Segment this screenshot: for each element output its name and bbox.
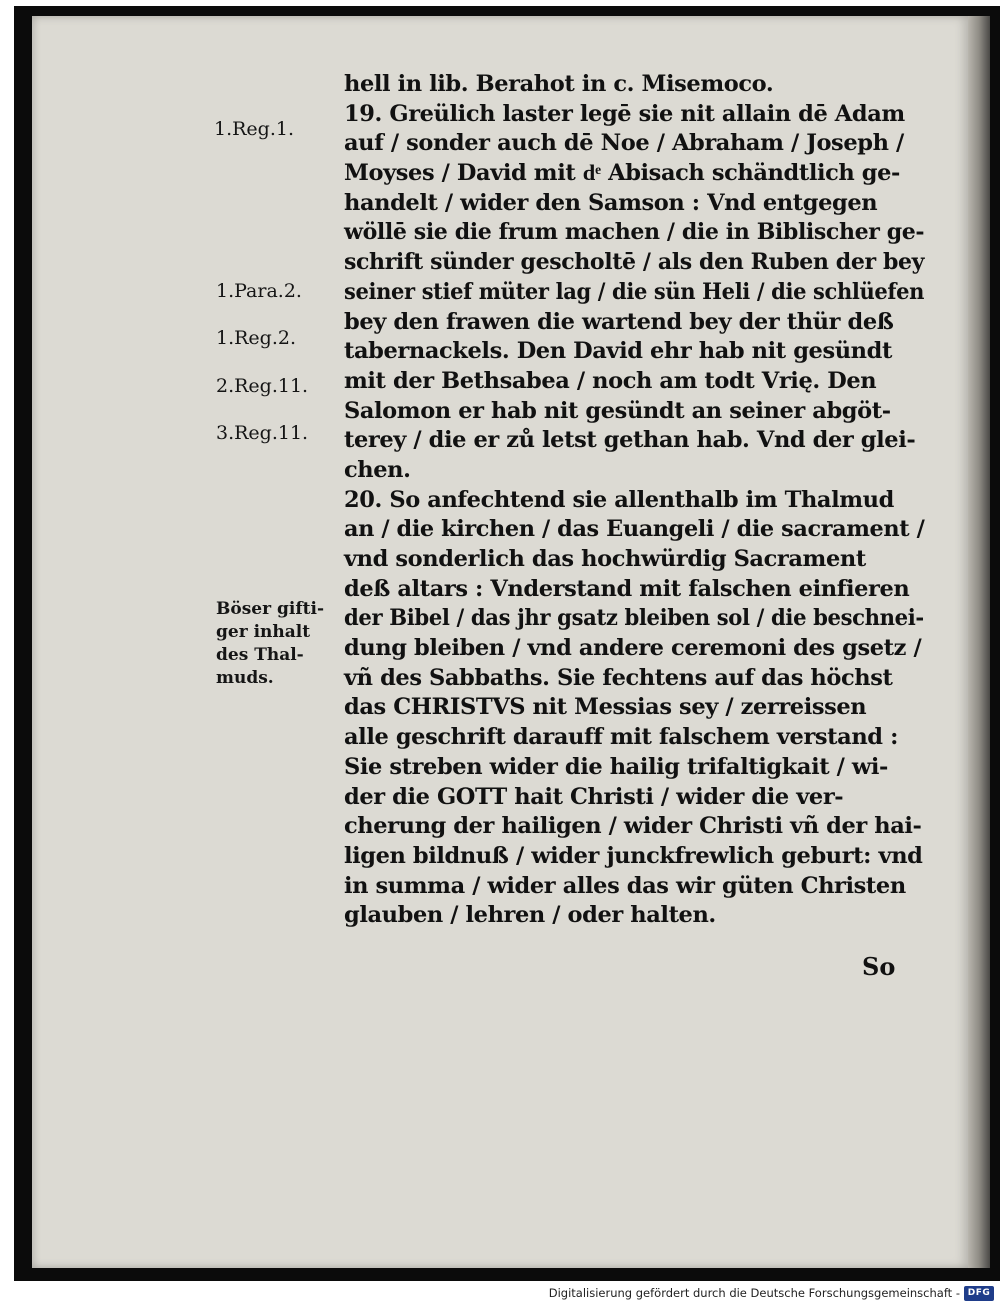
marginal-note-reg1: 1.Reg.1. <box>214 118 295 140</box>
text-line: hell in lib. Berahot in c. Misemoco. <box>344 71 774 97</box>
text-line: auf / sonder auch dē Noe / Abraham / Joseph / <box>344 130 904 157</box>
text-line: der die GOTT hait Christi / wider die ver- <box>344 783 844 810</box>
marginal-note-reg2: 2.Reg.11. <box>216 375 309 397</box>
marginal-block-line: muds. <box>216 668 274 688</box>
text-line: vñ des Sabbaths. Sie fechtens auf das höchst <box>344 664 893 691</box>
funding-notice: Digitalisierung gefördert durch die Deutsche Forschungsgemeinschaft - <box>548 1286 960 1300</box>
text-line: deß altars : Vnderstand mit falschen einfieren <box>344 575 910 602</box>
footer-bar <box>0 1283 1000 1305</box>
text-line: wöllē sie die frum machen / die in Biblischer ge- <box>344 219 925 246</box>
text-line: 19. Greülich laster legē sie nit allain dē Adam <box>344 100 905 127</box>
text-line: bey den frawen die wartend bey der thür deß <box>344 308 894 335</box>
text-line: glauben / lehren / oder halten. <box>344 902 716 929</box>
marginal-note-reg3: 3.Reg.11. <box>216 422 309 444</box>
marginal-note-block <box>216 598 324 690</box>
text-line: in summa / wider alles das wir güten Christen <box>344 872 906 899</box>
text-line: alle geschrift darauff mit falschem verstand : <box>344 724 898 751</box>
marginal-block-line: des Thal- <box>216 645 304 665</box>
text-line: schrift sünder gescholtē / als den Ruben der bey <box>344 249 925 276</box>
text-line: an / die kirchen / das Euangeli / die sacrament / <box>344 516 925 543</box>
text-line: chen. <box>344 456 411 483</box>
marginal-note-para2: 1.Para.2. <box>216 280 302 302</box>
marginal-note-reg1b: 1.Reg.2. <box>216 327 297 349</box>
text-line: Salomon er hab nit gesündt an seiner abgöt- <box>344 397 891 424</box>
text-line: der Bibel / das jhr gsatz bleiben sol / die beschnei- <box>344 605 924 632</box>
text-line: handelt / wider den Samson : Vnd entgegen <box>344 189 878 216</box>
text-line: dung bleiben / vnd andere ceremoni des gsetz / <box>344 635 922 662</box>
text-line: das CHRISTVS nit Messias sey / zerreissen <box>344 694 867 721</box>
text-line: terey / die er zů letst gethan hab. Vnd der glei- <box>344 427 916 454</box>
text-line: cherung der hailigen / wider Christi vñ der hai- <box>344 813 922 840</box>
text-line: vnd sonderlich das hochwürdig Sacrament <box>344 546 866 572</box>
text-line: 20. So anfechtend sie allenthalb im Thalmud <box>344 486 894 513</box>
text-line: Sie streben wider die hailig trifaltigkait / wi- <box>344 753 888 780</box>
text-line: mit der Bethsabea / noch am todt Vrię. Den <box>344 367 877 394</box>
text-line: seiner stief müter lag / die sün Heli / die schlüefen <box>344 278 925 305</box>
text-line: ligen bildnuß / wider junckfrewlich geburt: vnd <box>344 842 923 869</box>
marginal-block-line: ger inhalt <box>216 622 311 642</box>
main-text-block <box>344 70 924 931</box>
text-line: Moyses / David mit dͤ Abisach schändtlich ge- <box>344 160 900 187</box>
catchword: So <box>862 952 896 981</box>
marginal-block-line: Böser gifti- <box>216 599 324 619</box>
dfg-logo[interactable]: DFG <box>964 1286 994 1301</box>
text-line: tabernackels. Den David ehr hab nit gesündt <box>344 338 892 365</box>
